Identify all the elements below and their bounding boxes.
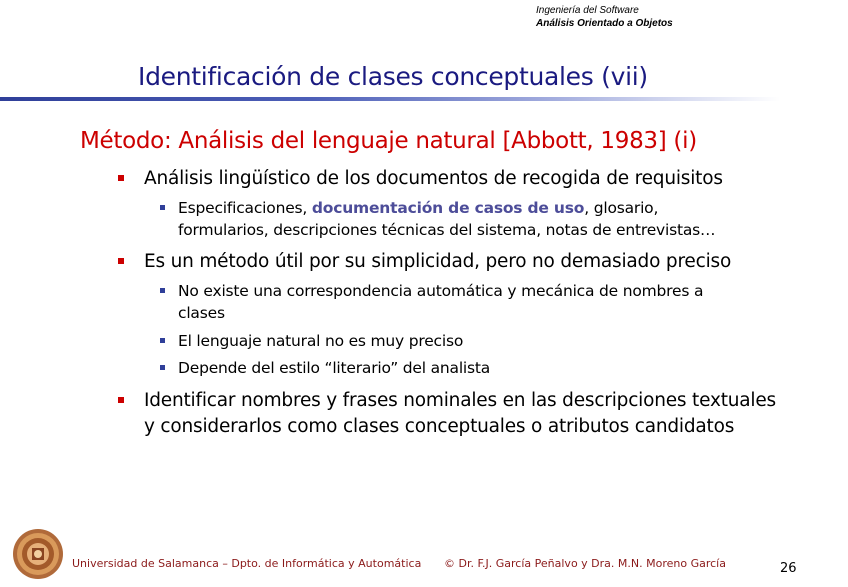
sub-bullet-item [178,357,490,379]
bullet-text: Es un método útil por su simplicidad, pero no demasiado preciso [144,251,732,272]
sub-bullet-item [178,280,703,324]
bullet-text-line2: y considerarlos como clases conceptuales o atributos candidatos [144,416,735,437]
section-heading: Método: Análisis del lenguaje natural [Abbott, 1983] (i) [80,128,697,154]
title-underline-bar [0,97,780,101]
sub-bullet-marker [160,338,165,343]
university-seal-icon [12,528,64,580]
footer-institution: Universidad de Salamanca – Dpto. de Informática y Automática [72,557,422,570]
bullet-item [144,166,723,192]
course-subject: Análisis Orientado a Objetos [536,18,673,29]
page-number: 26 [780,561,797,576]
sub-bullet-marker [160,288,165,293]
bullet-marker [118,175,124,181]
bullet-item [144,249,731,275]
bullet-item [144,388,776,440]
sub-bullet-highlight: documentación de casos de uso [311,199,585,217]
sub-bullet-text: Depende del estilo “literario” del analista [178,359,491,377]
bullet-text: Identificar nombres y frases nominales en las descripciones textuales [144,390,776,411]
sub-bullet-text-line2: clases [178,304,225,322]
sub-bullet-item [178,197,715,241]
sub-bullet-text-pre: Especificaciones, [178,199,312,217]
course-name: Ingeniería del Software [536,5,639,16]
slide-title: Identificación de clases conceptuales (vii) [138,62,648,91]
sub-bullet-item [178,330,463,352]
sub-bullet-text-line2: formularios, descripciones técnicas del sistema, notas de entrevistas… [178,221,716,239]
footer-authors: © Dr. F.J. García Peñalvo y Dra. M.N. Moreno García [444,557,726,570]
bullet-marker [118,258,124,264]
sub-bullet-marker [160,365,165,370]
bullet-text: Análisis lingüístico de los documentos de recogida de requisitos [144,168,723,189]
bullet-marker [118,397,124,403]
sub-bullet-text: El lenguaje natural no es muy preciso [178,332,464,350]
sub-bullet-text: No existe una correspondencia automática y mecánica de nombres a [178,282,704,300]
sub-bullet-marker [160,205,165,210]
sub-bullet-text-post: , glosario, [584,199,659,217]
course-header [536,4,673,30]
